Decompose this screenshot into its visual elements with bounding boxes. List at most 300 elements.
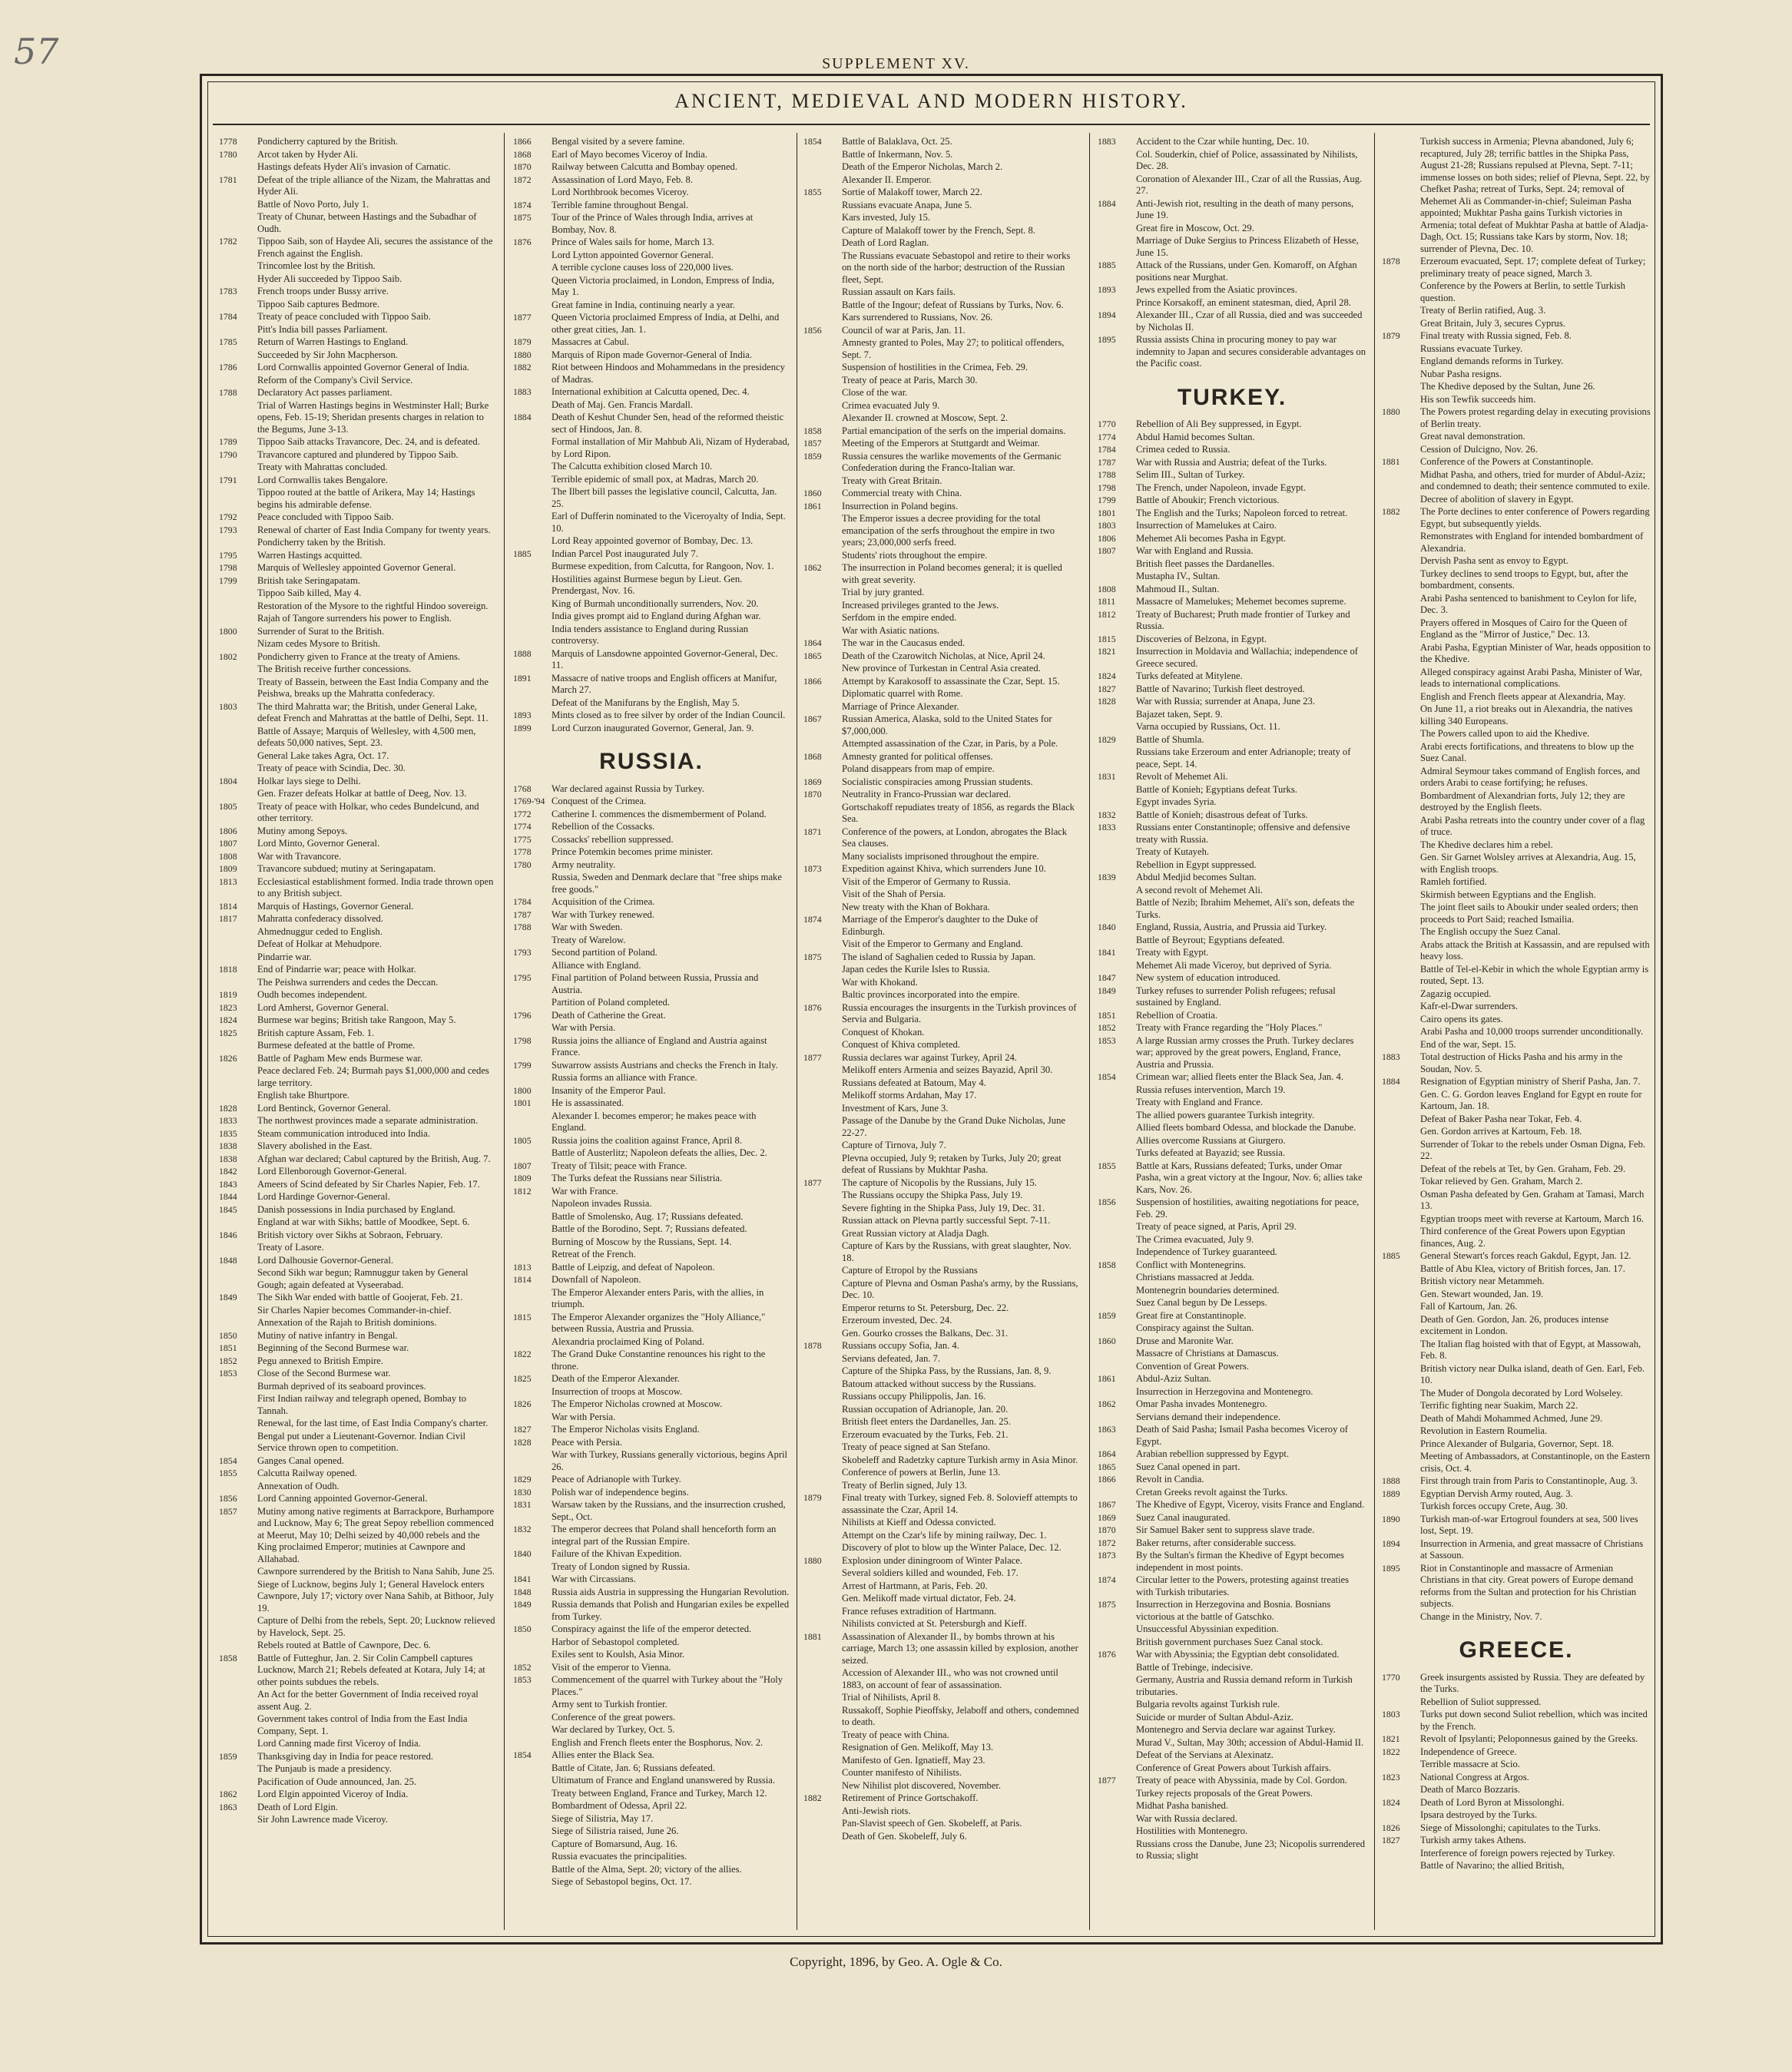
entry-year: 1875 bbox=[803, 951, 822, 962]
entry-year: 1812 bbox=[513, 1185, 532, 1197]
entry-text: Alleged conspiracy against Arabi Pasha, Minister of War, leads to international complications. bbox=[1420, 666, 1642, 689]
entry-text: Treaty of peace at Paris, March 30. bbox=[842, 374, 978, 386]
history-entry bbox=[513, 1060, 790, 1072]
history-entry bbox=[1382, 1488, 1651, 1501]
history-entry bbox=[1098, 922, 1366, 934]
history-entry bbox=[219, 776, 495, 788]
entry-text: Renewal, for the last time, of East India Company's charter. bbox=[257, 1418, 489, 1428]
entry-year: 1851 bbox=[1098, 1009, 1116, 1021]
entry-text: Remonstrates with England for intended bombardment of Alexandria. bbox=[1420, 531, 1644, 554]
entry-year: 1855 bbox=[219, 1468, 237, 1478]
entry-text: Lord Reay appointed governor of Bombay, Dec. 13. bbox=[552, 535, 754, 546]
entry-text: Abdul-Aziz Sultan. bbox=[1136, 1373, 1211, 1384]
entry-text: Terrible epidemic of small pox, at Madras, March 20. bbox=[552, 473, 759, 485]
entry-text: Russians take Erzeroum and enter Adrianople; treaty of peace, Sept. 14. bbox=[1136, 746, 1351, 770]
history-entry bbox=[803, 851, 1080, 863]
history-entry bbox=[1382, 815, 1651, 839]
history-entry bbox=[803, 400, 1080, 412]
entry-text: War declared by Turkey, Oct. 5. bbox=[552, 1724, 675, 1735]
history-entry bbox=[803, 1806, 1080, 1818]
history-entry bbox=[513, 1010, 790, 1022]
entry-text: Oudh becomes independent. bbox=[257, 989, 368, 1000]
entry-year: 1788 bbox=[219, 387, 237, 398]
entry-text: Germany, Austria and Russia demand reform in Turkish tributaries. bbox=[1136, 1674, 1353, 1697]
history-entry bbox=[803, 1517, 1080, 1529]
entry-text: Cawnpore surrendered by the British to Nana Sahib, June 25. bbox=[257, 1566, 495, 1577]
entry-text: Great Britain, July 3, secures Cyprus. bbox=[1420, 317, 1565, 329]
entry-text: The Turks defeat the Russians near Silistria. bbox=[552, 1173, 723, 1183]
entry-text: The English and the Turks; Napoleon forced to retreat. bbox=[1136, 507, 1348, 518]
entry-year: 1824 bbox=[219, 1014, 237, 1025]
entry-text: The Emperor Nicholas visits England. bbox=[552, 1424, 700, 1435]
entry-text: Mutiny among Sepoys. bbox=[257, 825, 348, 836]
history-entry bbox=[803, 625, 1080, 637]
entry-year: 1818 bbox=[219, 964, 237, 975]
entry-text: Ipsara destroyed by the Turks. bbox=[1420, 1809, 1538, 1820]
history-entry bbox=[803, 776, 1080, 789]
history-entry bbox=[219, 701, 495, 725]
entry-year: 1871 bbox=[803, 826, 822, 837]
history-entry bbox=[1098, 1775, 1366, 1787]
entry-text: Capture of Malakoff tower by the French, Sept. 8. bbox=[842, 224, 1035, 236]
entry-text: Bajazet taken, Sept. 9. bbox=[1136, 708, 1223, 720]
entry-text: Resignation of Egyptian ministry of Sherif Pasha, Jan. 7. bbox=[1420, 1076, 1641, 1087]
history-entry bbox=[219, 400, 495, 436]
entry-text: Attempt on the Czar's life by mining railway, Dec. 1. bbox=[842, 1529, 1047, 1541]
entry-text: Harbor of Sebastopol completed. bbox=[552, 1636, 680, 1647]
entry-year: 1790 bbox=[219, 448, 237, 460]
history-entry bbox=[513, 511, 790, 535]
history-entry bbox=[803, 1115, 1080, 1139]
history-entry bbox=[803, 637, 1080, 650]
entry-text: Riot between Hindoos and Mohammedans in the presidency of Madras. bbox=[552, 362, 785, 385]
history-entry bbox=[219, 1468, 495, 1480]
history-entry bbox=[1098, 1310, 1366, 1322]
entry-year: 1854 bbox=[513, 1749, 532, 1760]
history-entry bbox=[513, 673, 790, 697]
entry-text: Massacres at Cabul. bbox=[552, 336, 630, 347]
history-entry bbox=[219, 638, 495, 650]
entry-text: Great fire in Moscow, Oct. 29. bbox=[1136, 222, 1254, 233]
entry-year: 1770 bbox=[1382, 1671, 1400, 1683]
entry-text: Mehemet Ali made Viceroy, but deprived of Syria. bbox=[1136, 959, 1332, 971]
entry-text: Declaratory Act passes parliament. bbox=[257, 387, 393, 398]
entry-text: Death of Lord Raglan. bbox=[842, 237, 929, 248]
history-entry bbox=[219, 838, 495, 850]
entry-text: Steam communication introduced into India. bbox=[257, 1127, 430, 1139]
history-entry bbox=[1098, 1084, 1366, 1097]
history-entry bbox=[803, 1340, 1080, 1352]
history-entry bbox=[219, 199, 495, 211]
history-entry bbox=[803, 1755, 1080, 1767]
history-entry bbox=[1098, 1234, 1366, 1246]
history-entry bbox=[219, 952, 495, 964]
entry-text: The Khedive declares him a rebel. bbox=[1420, 839, 1553, 850]
entry-text: Reform of the Company's Civil Service. bbox=[257, 374, 413, 386]
entry-text: War with Abyssinia; the Egyptian debt consolidated. bbox=[1136, 1649, 1340, 1660]
entry-year: 1829 bbox=[1098, 733, 1116, 745]
history-entry bbox=[1382, 1363, 1651, 1387]
history-entry bbox=[219, 664, 495, 676]
entry-year: 1885 bbox=[1382, 1250, 1400, 1261]
history-entry bbox=[1382, 1438, 1651, 1451]
entry-text: England, Russia, Austria, and Prussia aid Turkey. bbox=[1136, 922, 1327, 932]
history-entry bbox=[803, 1177, 1080, 1190]
entry-year: 1889 bbox=[1382, 1488, 1400, 1499]
entry-text: Defeat of the Manifurans by the English, May 5. bbox=[552, 697, 740, 708]
history-entry bbox=[1098, 1373, 1366, 1385]
history-entry bbox=[803, 1353, 1080, 1365]
history-entry bbox=[803, 1077, 1080, 1090]
history-entry bbox=[803, 488, 1080, 500]
history-entry bbox=[219, 1002, 495, 1014]
entry-text: Siege of Missolonghi; capitulates to the Turks. bbox=[1420, 1822, 1601, 1833]
page-frame bbox=[200, 74, 1663, 1945]
entry-text: Death of the Emperor Alexander. bbox=[552, 1373, 680, 1384]
entry-text: Earl of Dufferin nominated to the Viceroyalty of India, Sept. 10. bbox=[552, 511, 786, 534]
entry-text: Russakoff, Sophie Pieoffsky, Jelaboff and others, condemned to death. bbox=[842, 1704, 1079, 1727]
entry-text: Marquis of Ripon made Governor-General of India. bbox=[552, 349, 752, 360]
history-entry bbox=[513, 548, 790, 561]
history-entry bbox=[513, 1336, 790, 1349]
entry-text: Skobeleff and Radetzky capture Turkish army in Asia Minor. bbox=[842, 1454, 1078, 1465]
entry-text: Capture of Tirnova, July 7. bbox=[842, 1140, 946, 1150]
entry-text: Renewal of charter of East India Company for twenty years. bbox=[257, 524, 491, 535]
history-entry bbox=[219, 375, 495, 387]
history-entry bbox=[803, 1729, 1080, 1742]
history-entry bbox=[1382, 381, 1651, 393]
history-entry bbox=[1382, 1514, 1651, 1537]
history-entry bbox=[803, 1153, 1080, 1177]
entry-text: Treaty of peace signed, at Paris, April 29. bbox=[1136, 1221, 1297, 1232]
entry-year: 1858 bbox=[219, 1652, 237, 1663]
history-entry bbox=[1382, 1563, 1651, 1610]
history-entry bbox=[513, 935, 790, 947]
history-entry bbox=[803, 1705, 1080, 1729]
entry-text: Nihilists convicted at St. Petersburgh and Kieff. bbox=[842, 1618, 1027, 1629]
entry-year: 1787 bbox=[513, 909, 532, 920]
entry-text: He is assassinated. bbox=[552, 1097, 624, 1108]
entry-text: Lord Amherst, Governor General. bbox=[257, 1001, 389, 1013]
entry-text: The third Mahratta war; the British, under General Lake, defeat French and Mahrattas at the battle of Delhi, Sept. 11. bbox=[257, 700, 489, 723]
copyright-line: Copyright, 1896, by Geo. A. Ogle & Co. bbox=[790, 1954, 1002, 1969]
entry-year: 1805 bbox=[513, 1134, 532, 1146]
history-entry bbox=[513, 1876, 790, 1888]
entry-year: 1852 bbox=[1098, 1022, 1116, 1033]
history-entry bbox=[1382, 318, 1651, 330]
entry-year: 1815 bbox=[513, 1311, 532, 1322]
history-entry bbox=[1382, 394, 1651, 406]
history-entry bbox=[219, 1506, 495, 1566]
entry-text: Battle of Abu Klea, victory of British forces, Jan. 17. bbox=[1420, 1263, 1625, 1274]
entry-text: Treaty of peace with Holkar, who cedes Bundelcund, and other territory. bbox=[257, 800, 479, 823]
entry-text: India gives prompt aid to England during Afghan war. bbox=[552, 611, 761, 621]
entry-text: Sortie of Malakoff tower, March 22. bbox=[842, 187, 982, 197]
entry-text: Russian occupation of Adrianople, Jan. 20. bbox=[842, 1403, 1009, 1415]
history-entry bbox=[1098, 1737, 1366, 1749]
entry-year: 1781 bbox=[219, 174, 237, 185]
history-entry bbox=[513, 1223, 790, 1236]
entry-text: By the Sultan's firman the Khedive of Egypt becomes independent in most points. bbox=[1136, 1550, 1344, 1573]
history-entry bbox=[1098, 1624, 1366, 1636]
history-entry bbox=[1098, 334, 1366, 370]
history-entry bbox=[219, 1368, 495, 1380]
history-entry bbox=[1382, 1163, 1651, 1176]
entry-text: Napoleon invades Russia. bbox=[552, 1198, 652, 1209]
entry-text: Varna occupied by Russians, Oct. 11. bbox=[1136, 721, 1280, 732]
entry-year: 1861 bbox=[1098, 1373, 1116, 1384]
entry-text: Second partition of Poland. bbox=[552, 947, 658, 958]
entry-text: Gen. Gordon arrives at Kartoum, Feb. 18. bbox=[1420, 1126, 1582, 1137]
entry-text: Lord Bentinck, Governor General. bbox=[257, 1102, 391, 1114]
history-entry bbox=[219, 613, 495, 625]
entry-text: Battle of Navarino; Turkish fleet destroyed. bbox=[1136, 683, 1305, 694]
entry-text: Peace with Persia. bbox=[552, 1436, 622, 1448]
entry-text: Burmah deprived of its seaboard provinces. bbox=[257, 1380, 426, 1392]
history-entry bbox=[1382, 568, 1651, 592]
history-entry bbox=[1098, 1160, 1366, 1197]
entry-text: Marriage of the Emperor's daughter to the Duke of Edinburgh. bbox=[842, 914, 1038, 937]
entry-year: 1815 bbox=[1098, 633, 1116, 644]
entry-year: 1807 bbox=[513, 1160, 532, 1171]
history-entry bbox=[1382, 728, 1651, 740]
history-entry bbox=[803, 550, 1080, 562]
entry-text: War declared against Russia by Turkey. bbox=[552, 783, 704, 794]
entry-text: Resignation of Gen. Melikoff, May 13. bbox=[842, 1742, 994, 1753]
history-entry bbox=[219, 449, 495, 462]
entry-year: 1884 bbox=[1382, 1076, 1400, 1087]
history-entry bbox=[1098, 859, 1366, 872]
entry-text: Alexandria proclaimed King of Poland. bbox=[552, 1336, 704, 1347]
column-divider bbox=[1374, 133, 1375, 1930]
entry-year: 1778 bbox=[219, 136, 237, 147]
entry-year: 1870 bbox=[1098, 1524, 1116, 1535]
entry-year: 1826 bbox=[219, 1052, 237, 1064]
entry-text: Visit of the Shah of Persia. bbox=[842, 889, 946, 899]
history-entry bbox=[803, 1215, 1080, 1227]
entry-text: A large Russian army crosses the Pruth. Turkey declares war; approved by the great powers, England, France, Austria and Prussia. bbox=[1136, 1034, 1354, 1070]
entry-text: Treaty of peace with Abyssinia, made by Col. Gordon. bbox=[1136, 1775, 1347, 1786]
history-entry bbox=[219, 1053, 495, 1065]
history-entry bbox=[219, 601, 495, 613]
entry-year: 1812 bbox=[1098, 608, 1116, 620]
history-entry bbox=[1098, 1336, 1366, 1348]
entry-year: 1814 bbox=[513, 1274, 532, 1285]
entry-year: 1798 bbox=[219, 562, 237, 573]
history-entry bbox=[1382, 1538, 1651, 1562]
entry-text: The Emperor Alexander organizes the "Holy Alliance," between Russia, Austria and Prussia. bbox=[552, 1311, 766, 1334]
history-entry bbox=[803, 789, 1080, 801]
history-entry bbox=[1098, 596, 1366, 608]
entry-text: Russia evacuates the principalities. bbox=[552, 1851, 687, 1862]
entry-text: Massacre of Mamelukes; Mehemet becomes supreme. bbox=[1136, 596, 1346, 607]
entry-year: 1769-'94 bbox=[513, 796, 545, 806]
column-5 bbox=[1382, 136, 1651, 1925]
entry-text: Battle of Pagham Mew ends Burmese war. bbox=[257, 1052, 423, 1064]
history-entry bbox=[513, 300, 790, 312]
history-entry bbox=[219, 1640, 495, 1652]
entry-text: Terrible famine throughout Bengal. bbox=[552, 199, 689, 210]
entry-text: Ahmednuggur ceded to English. bbox=[257, 925, 383, 937]
entry-text: Treaty of London signed by Russia. bbox=[552, 1561, 691, 1572]
entry-text: Turkey declines to send troops to Egypt, but, after the bombardment, consents. bbox=[1420, 568, 1628, 591]
history-entry bbox=[513, 1813, 790, 1825]
entry-text: Battle of Leipzig, and defeat of Napoleon. bbox=[552, 1261, 715, 1273]
entry-text: Circular letter to the Powers, protesting against treaties with Turkish tributaries. bbox=[1136, 1574, 1349, 1597]
history-entry bbox=[803, 1492, 1080, 1516]
entry-text: Cession of Dulcigno, Nov. 26. bbox=[1420, 443, 1538, 455]
history-entry bbox=[1098, 584, 1366, 596]
entry-text: Capture of Delhi from the rebels, Sept. 20; Lucknow relieved by Havelock, Sept. 25. bbox=[257, 1615, 495, 1638]
entry-text: Turkey refuses to surrender Polish refugees; refusal sustained by England. bbox=[1136, 985, 1336, 1008]
history-entry bbox=[1098, 297, 1366, 309]
entry-text: Egyptian Dervish Army routed, Aug. 3. bbox=[1420, 1488, 1573, 1499]
entry-text: New treaty with the Khan of Bokhara. bbox=[842, 901, 990, 912]
history-entry bbox=[1098, 784, 1366, 796]
history-entry bbox=[1382, 889, 1651, 902]
entry-text: Conference of Great Powers about Turkish affairs. bbox=[1136, 1762, 1332, 1773]
entry-text: Visit of the Emperor to Germany and England. bbox=[842, 938, 1023, 949]
history-entry bbox=[803, 1090, 1080, 1102]
entry-year: 1872 bbox=[513, 174, 532, 185]
entry-text: Railway between Calcutta and Bombay opened. bbox=[552, 161, 738, 172]
history-entry bbox=[219, 260, 495, 273]
entry-text: Treaty of Bassein, between the East India Company and the Peishwa, breaks up the Mahratta confederacy. bbox=[257, 676, 489, 699]
page-title: ANCIENT, MEDIEVAL AND MODERN HISTORY. bbox=[674, 90, 1188, 112]
entry-text: Council of war at Paris, Jan. 11. bbox=[842, 324, 966, 336]
history-entry bbox=[219, 1431, 495, 1455]
history-entry bbox=[219, 876, 495, 900]
entry-text: Egyptian troops meet with reverse at Kartoum, March 16. bbox=[1420, 1213, 1644, 1224]
entry-text: Mutiny among native regiments at Barrackpore, Burhampore and Lucknow, May 6; The great Sepoy rebellion commenced at Meerut, May 10; Delhi seized by 40,000 rebels and the King proclaimed Emperor; mutinies at Cawnpore and Allahabad. bbox=[257, 1505, 495, 1564]
entry-text: Battle of Aboukir; French victorious. bbox=[1136, 495, 1280, 505]
history-entry bbox=[1098, 972, 1366, 985]
entry-text: Lord Canning appointed Governor-General. bbox=[257, 1493, 428, 1504]
entry-text: Turks defeated at Bayazid; see Russia. bbox=[1136, 1147, 1285, 1158]
history-entry bbox=[513, 960, 790, 972]
entry-text: Treaty with Great Britain. bbox=[842, 475, 942, 486]
history-entry bbox=[1382, 1425, 1651, 1438]
entry-text: Conference of the powers, at London, abrogates the Black Sea clauses. bbox=[842, 826, 1068, 849]
entry-text: Crimea ceded to Russia. bbox=[1136, 444, 1231, 455]
entry-text: Peace declared Feb. 24; Burmah pays $1,000,000 and cedes large territory. bbox=[257, 1065, 489, 1088]
history-entry bbox=[513, 1574, 790, 1586]
entry-text: Beginning of the Second Burmese war. bbox=[257, 1342, 409, 1353]
history-entry bbox=[1382, 766, 1651, 789]
entry-year: 1832 bbox=[1098, 809, 1116, 820]
entry-text: Expedition against Khiva, which surrenders June 10. bbox=[842, 863, 1046, 874]
entry-text: Defeat of the Servians at Alexinatz. bbox=[1136, 1749, 1274, 1760]
history-entry bbox=[513, 1825, 790, 1838]
entry-year: 1859 bbox=[219, 1750, 237, 1762]
history-entry bbox=[513, 574, 790, 597]
entry-text: New province of Turkestan in Central Asia created. bbox=[842, 663, 1041, 674]
history-entry bbox=[803, 1555, 1080, 1567]
history-entry bbox=[513, 1474, 790, 1486]
entry-text: Suez Canal inaugurated. bbox=[1136, 1511, 1231, 1523]
entry-text: Lord Canning made first Viceroy of India. bbox=[257, 1738, 421, 1749]
entry-text: Arabi Pasha, Egyptian Minister of War, heads opposition to the Khedive. bbox=[1420, 641, 1651, 664]
entry-text: Baker returns, after considerable success. bbox=[1136, 1537, 1297, 1548]
history-entry bbox=[1382, 790, 1651, 814]
history-entry bbox=[219, 1267, 495, 1291]
entry-text: Russia demands that Polish and Hungarian exiles be expelled from Turkey. bbox=[552, 1599, 790, 1622]
history-entry bbox=[1382, 444, 1651, 456]
history-entry bbox=[1098, 1110, 1366, 1122]
history-entry bbox=[513, 783, 790, 796]
history-entry bbox=[803, 362, 1080, 374]
history-entry bbox=[1382, 1400, 1651, 1412]
history-entry bbox=[1382, 1848, 1651, 1860]
history-entry bbox=[803, 136, 1080, 148]
entry-year: 1853 bbox=[1098, 1034, 1116, 1046]
entry-year: 1823 bbox=[1382, 1771, 1400, 1782]
entry-text: Marquis of Hastings, Governor General. bbox=[257, 900, 414, 912]
entry-text: Nihilists at Kieff and Odessa convicted. bbox=[842, 1517, 996, 1528]
entry-text: Pegu annexed to British Empire. bbox=[257, 1355, 384, 1366]
entry-year: 1822 bbox=[513, 1349, 532, 1359]
history-entry bbox=[1098, 609, 1366, 633]
entry-text: Investment of Kars, June 3. bbox=[842, 1102, 949, 1114]
entry-text: Accession of Alexander III., who was not crowned until 1883, on account of fear of assassination. bbox=[842, 1667, 1058, 1690]
history-entry bbox=[803, 513, 1080, 549]
entry-year: 1804 bbox=[219, 775, 237, 786]
history-entry bbox=[1098, 1674, 1366, 1698]
entry-text: Surrender of Surat to the British. bbox=[257, 625, 385, 637]
entry-text: The emperor decrees that Poland shall henceforth form an integral part of the Russian Empire. bbox=[552, 1524, 777, 1547]
entry-text: The English occupy the Suez Canal. bbox=[1420, 926, 1561, 937]
column-divider bbox=[504, 133, 505, 1930]
history-entry bbox=[513, 1712, 790, 1724]
entry-year: 1842 bbox=[219, 1166, 237, 1177]
history-entry bbox=[803, 1580, 1080, 1593]
entry-text: Ecclesiastical establishment formed. India trade thrown open to any British subject. bbox=[257, 875, 494, 899]
history-entry bbox=[1098, 1135, 1366, 1147]
entry-text: Alliance with England. bbox=[552, 959, 641, 971]
entry-text: Visit of the Emperor of Germany to Russia. bbox=[842, 875, 1011, 887]
entry-year: 1788 bbox=[1098, 469, 1116, 480]
entry-year: 1890 bbox=[1382, 1513, 1400, 1524]
entry-year: 1852 bbox=[219, 1355, 237, 1366]
history-entry bbox=[513, 1135, 790, 1147]
entry-year: 1857 bbox=[803, 438, 822, 448]
entry-year: 1879 bbox=[513, 336, 532, 347]
entry-year: 1786 bbox=[219, 362, 237, 372]
history-entry bbox=[1098, 1800, 1366, 1812]
entry-text: Servians demand their independence. bbox=[1136, 1411, 1281, 1422]
entry-text: Burmese defeated at the battle of Prome. bbox=[257, 1040, 416, 1051]
entry-text: Exiles sent to Koulsh, Asia Minor. bbox=[552, 1649, 685, 1660]
history-entry bbox=[513, 1662, 790, 1674]
entry-text: Tippoo Saib killed, May 4. bbox=[257, 588, 362, 598]
entry-text: The northwest provinces made a separate administration. bbox=[257, 1115, 479, 1126]
entry-text: Treaty between England, France and Turkey, March 12. bbox=[552, 1787, 767, 1799]
history-entry bbox=[1098, 1297, 1366, 1309]
history-entry bbox=[513, 362, 790, 386]
entry-text: Cossacks' rebellion suppressed. bbox=[552, 833, 674, 845]
entry-year: 1847 bbox=[1098, 972, 1116, 983]
history-entry bbox=[1382, 305, 1651, 317]
entry-text: Death of Maj. Gen. Francis Mardall. bbox=[552, 399, 693, 410]
history-entry bbox=[1098, 897, 1366, 921]
history-entry bbox=[803, 1203, 1080, 1215]
history-entry bbox=[1382, 1263, 1651, 1276]
history-entry bbox=[803, 1404, 1080, 1416]
entry-text: Bombardment of Odessa, April 22. bbox=[552, 1800, 687, 1811]
history-entry bbox=[513, 1287, 790, 1311]
history-entry bbox=[1382, 555, 1651, 568]
history-entry bbox=[803, 1606, 1080, 1618]
